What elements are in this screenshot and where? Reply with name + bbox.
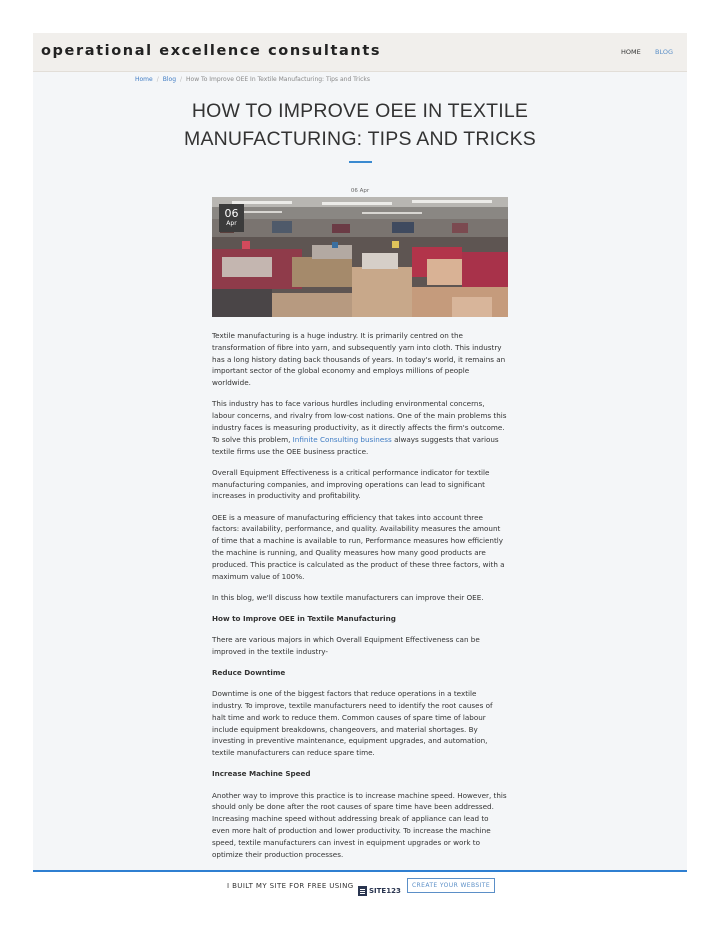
- paragraph-text: always suggests that various textile firms use the OEE business practice.: [212, 434, 499, 456]
- site-header: [33, 33, 687, 72]
- factory-illustration: [212, 197, 508, 317]
- article-paragraph: [212, 398, 508, 457]
- page-title-line: HOW TO IMPROVE OEE IN TEXTILE: [191, 100, 529, 122]
- article-heading: Increase Machine Speed: [212, 769, 311, 779]
- paragraph-text: This industry has to face various hurdles including environmental concerns, labour concerns, and rivalry from low-cost nations. One of the main problems this industry faces is measuring productivity, as it directly affects the firm's outcome. To solve this problem,: [212, 399, 507, 444]
- page-frame: [33, 33, 687, 871]
- post-date-badge: [219, 204, 244, 232]
- article-paragraph: Overall Equipment Effectiveness is a critical performance indicator for textile manufacturing companies, and improving operations can lead to significant increases in productivity and profitability.: [212, 467, 490, 501]
- site123-logo[interactable]: [358, 880, 401, 895]
- page-title-line: MANUFACTURING: TIPS AND TRICKS: [184, 128, 536, 150]
- breadcrumb-blog[interactable]: Blog: [162, 76, 177, 83]
- breadcrumb-separator: /: [180, 76, 183, 83]
- badge-day: 06: [224, 207, 239, 220]
- article-paragraph: OEE is a measure of manufacturing efficiency that takes into account three factors: availability, performance, and quality. Availability measures the amount of time that a machine is available to run, Performance measures how efficiently the machine is running, and Quality measures how many good products are produced. This practice is calculated as the product of these three factors, with a maximum value of 100%.: [212, 512, 505, 581]
- create-website-button[interactable]: CREATE YOUR WEBSITE: [407, 878, 495, 893]
- article-paragraph: In this blog, we'll discuss how textile manufacturers can improve their OEE.: [212, 592, 484, 602]
- post-hero-image: [212, 197, 508, 317]
- article-heading: How to Improve OEE in Textile Manufacturing: [212, 613, 396, 623]
- article-paragraph: Downtime is one of the biggest factors that reduce operations in a textile industry. To improve, textile manufacturers need to identify the root causes of halt time and work to reduce them. Common causes of spare time of labour include equipment breakdowns, changeovers, and material shortages. By investing in preventive maintenance, equipment upgrades, and automation, textile manufacturers can reduce spare time.: [212, 689, 493, 758]
- article-paragraph: Textile manufacturing is a huge industry. It is primarily centred on the transformation of fibre into yarn, and subsequently yarn into cloth. This industry has a long history dating back thousands of years. In today's world, it remains an important sector of the global economy and employs millions of people worldwide.: [212, 331, 506, 388]
- breadcrumb-separator: /: [156, 76, 159, 83]
- badge-month: Apr: [226, 220, 237, 227]
- nav-blog-link[interactable]: BLOG: [655, 48, 674, 56]
- site123-logo-text: SITE123: [369, 886, 401, 895]
- breadcrumb-home[interactable]: Home: [135, 76, 153, 83]
- article-paragraph: Another way to improve this practice is to increase machine speed. However, this should only be done after the root causes of spare time have been addressed. Increasing machine speed without addressing break of appliance can lead to even more halt of production and lower productivity. To increase the machine speed, textile manufacturers can invest in equipment upgrades or work to optimize their production processes.: [212, 790, 507, 859]
- site-brand[interactable]: operational excellence consultants: [41, 43, 382, 59]
- breadcrumb-current: How To Improve OEE In Textile Manufacturing: Tips and Tricks: [186, 76, 370, 83]
- site123-logo-icon: [358, 886, 367, 896]
- title-divider: [349, 161, 372, 163]
- page-title: [33, 97, 687, 153]
- breadcrumb: [135, 76, 370, 83]
- article-heading: Reduce Downtime: [212, 668, 286, 678]
- article-paragraph: There are various majors in which Overall Equipment Effectiveness can be improved in the textile industry-: [212, 635, 480, 656]
- post-date: 06 Apr: [350, 188, 370, 194]
- infinite-consulting-link[interactable]: Infinite Consulting business: [292, 434, 392, 444]
- nav-home-link[interactable]: HOME: [621, 48, 641, 56]
- site123-footer-bar: [33, 870, 687, 902]
- article-body: [212, 330, 508, 891]
- built-with-text: I BUILT MY SITE FOR FREE USING: [227, 882, 354, 890]
